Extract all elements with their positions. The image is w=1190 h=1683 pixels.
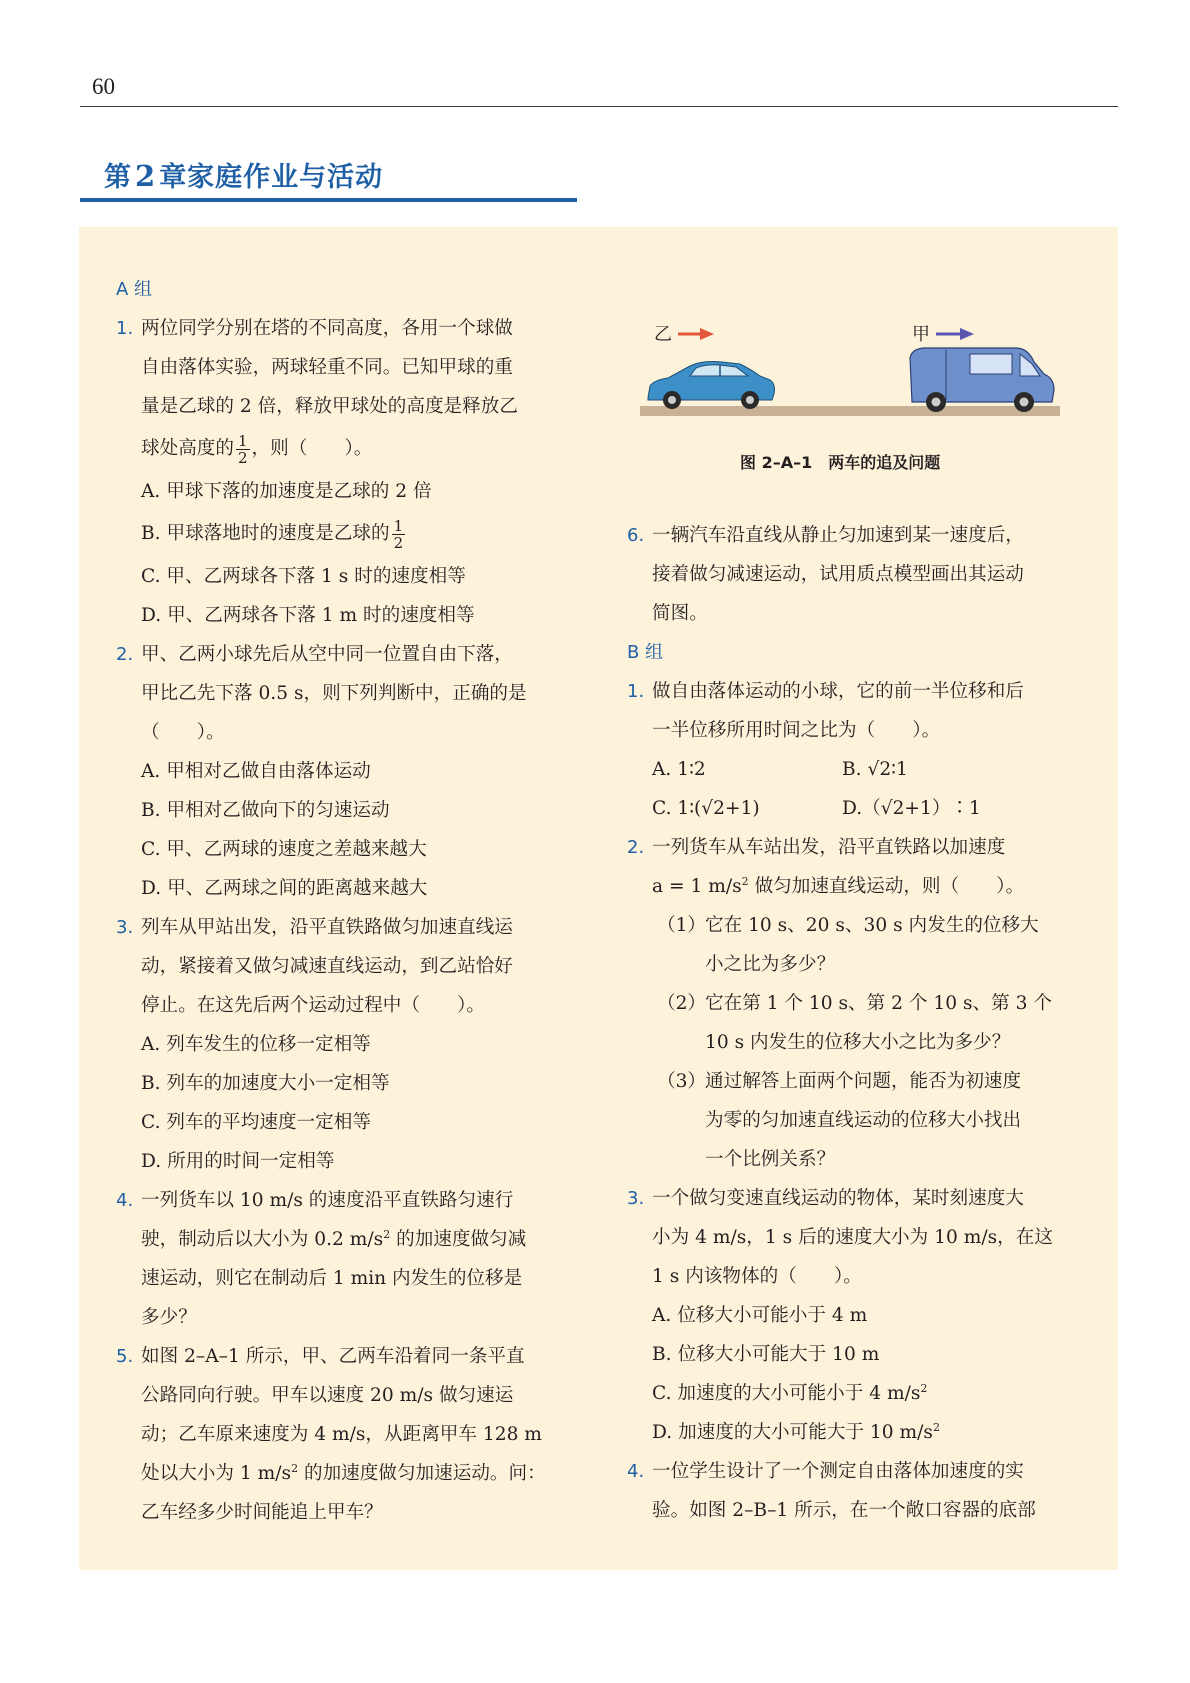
option-b: B. 列车的加速度大小一定相等	[141, 1073, 390, 1094]
title-rule	[80, 198, 577, 202]
chapter-title	[104, 155, 383, 194]
option-c: C. 列车的平均速度一定相等	[141, 1112, 371, 1133]
option-b: B. 甲相对乙做向下的匀速运动	[141, 800, 390, 821]
road-ground	[640, 406, 1060, 416]
question-number: 6.	[627, 525, 645, 546]
superscript: 2	[741, 874, 749, 888]
question-line: 多少？	[141, 1307, 197, 1328]
question-line: 如图 2–A–1 所示，甲、乙两车沿着同一条平直	[141, 1346, 525, 1367]
question-b2	[627, 828, 1087, 906]
question-a1	[116, 309, 576, 472]
sub-question-line: 通过解答上面两个问题，能否为初速度	[705, 1071, 1022, 1092]
question-b1	[627, 672, 1087, 750]
car-b-label: 乙	[654, 324, 672, 345]
option-row	[627, 750, 1087, 789]
question-number: 4.	[116, 1190, 134, 1211]
question-line: 小为 4 m/s，1 s 后的速度大小为 10 m/s，在这	[652, 1227, 1053, 1248]
arrow-b-icon	[678, 328, 714, 340]
superscript: 2	[383, 1227, 391, 1241]
left-column	[116, 270, 576, 1532]
van-a-label: 甲	[912, 324, 930, 345]
question-a4	[116, 1181, 576, 1337]
option-d: D.（√2+1）∶1	[842, 798, 981, 819]
question-number: 3.	[627, 1188, 645, 1209]
question-line: 1 s 内该物体的（ ）。	[652, 1266, 862, 1287]
question-number: 1.	[627, 681, 645, 702]
question-line: 甲比乙先下落 0.5 s，则下列判断中，正确的是	[141, 683, 527, 704]
question-line: 甲、乙两小球先后从空中同一位置自由下落，	[141, 644, 513, 665]
sub-question-number: （3）	[657, 1071, 707, 1092]
question-line	[141, 426, 576, 472]
question-number: 5.	[116, 1346, 134, 1367]
sub-question-line: 小之比为多少？	[705, 954, 836, 975]
option-d: D. 甲、乙两球各下落 1 m 时的速度相等	[141, 605, 475, 626]
chapter-title-pre: 第	[104, 162, 132, 193]
question-line: 一个做匀变速直线运动的物体，某时刻速度大	[652, 1188, 1024, 1209]
option-d: D. 甲、乙两球之间的距离越来越大	[141, 878, 428, 899]
option-d	[627, 1413, 1087, 1452]
sub-question-2	[627, 984, 1087, 1062]
option-c: C. 甲、乙两球各下落 1 s 时的速度相等	[141, 566, 466, 587]
sub-question-line: 一个比例关系？	[705, 1149, 836, 1170]
sub-question-line: 它在第 1 个 10 s、第 2 个 10 s、第 3 个	[705, 993, 1052, 1014]
option-a: A. 甲球下落的加速度是乙球的 2 倍	[141, 481, 432, 502]
question-a5	[116, 1337, 576, 1532]
option-row	[627, 789, 1087, 828]
option-c: C. 1∶(√2+1)	[652, 798, 760, 819]
question-line	[141, 1220, 576, 1259]
question-line: 动；乙车原来速度为 4 m/s，从距离甲车 128 m	[141, 1424, 542, 1445]
question-line: 两位同学分别在塔的不同高度，各用一个球做	[141, 318, 513, 339]
question-number: 3.	[116, 917, 134, 938]
arrow-a-icon	[936, 328, 974, 340]
superscript: 2	[291, 1461, 299, 1475]
right-column	[627, 516, 1087, 1530]
option-b: B. √2∶1	[842, 759, 908, 780]
fraction-denominator: 2	[237, 448, 248, 467]
question-number: 2.	[116, 644, 134, 665]
question-line: 列车从甲站出发，沿平直铁路做匀加速直线运	[141, 917, 513, 938]
option-b	[116, 511, 576, 557]
question-text: 的加速度做匀减	[390, 1229, 527, 1250]
question-text: 驶，制动后以大小为 0.2 m/s	[141, 1229, 384, 1250]
fraction-denominator: 2	[393, 533, 404, 552]
van-icon	[910, 348, 1054, 412]
option-a: A. 甲相对乙做自由落体运动	[141, 761, 371, 782]
option-a: A. 列车发生的位移一定相等	[141, 1034, 371, 1055]
question-text: 球处高度的	[141, 438, 234, 459]
chase-figure	[640, 318, 1060, 418]
question-line: 一列货车以 10 m/s 的速度沿平直铁路匀速行	[141, 1190, 514, 1211]
question-number: 1.	[116, 318, 134, 339]
question-line: 接着做匀减速运动，试用质点模型画出其运动	[652, 564, 1024, 585]
question-line: 验。如图 2–B–1 所示，在一个敞口容器的底部	[652, 1500, 1036, 1521]
question-line: 公路同向行驶。甲车以速度 20 m/s 做匀速运	[141, 1385, 514, 1406]
option-text: B. 甲球落地时的速度是乙球的	[141, 523, 390, 544]
question-a2	[116, 635, 576, 752]
header-rule	[80, 106, 1118, 107]
chapter-title-post: 章家庭作业与活动	[159, 162, 384, 193]
question-line: 一辆汽车沿直线从静止匀加速到某一速度后，	[652, 525, 1024, 546]
question-line: 做自由落体运动的小球，它的前一半位移和后	[652, 681, 1024, 702]
question-line: 量是乙球的 2 倍，释放甲球处的高度是释放乙	[141, 396, 518, 417]
figure-caption	[740, 450, 940, 473]
question-number: 2.	[627, 837, 645, 858]
question-line: 一位学生设计了一个测定自由落体加速度的实	[652, 1461, 1024, 1482]
group-b-label: B 组	[627, 642, 664, 663]
question-text: 的加速度做匀加速运动。问：	[298, 1463, 546, 1484]
question-text: 处以大小为 1 m/s	[141, 1463, 292, 1484]
sub-question-number: （2）	[657, 993, 707, 1014]
question-b4	[627, 1452, 1087, 1530]
question-line: 停止。在这先后两个运动过程中（ ）。	[141, 995, 485, 1016]
question-text: 做匀加速直线运动，则（ ）。	[748, 876, 1025, 897]
question-number: 4.	[627, 1461, 645, 1482]
question-a3	[116, 908, 576, 1025]
question-line: （ ）。	[141, 722, 225, 743]
sub-question-line: 它在 10 s、20 s、30 s 内发生的位移大	[705, 915, 1039, 936]
figure-caption-id: 图 2–A–1	[740, 453, 813, 472]
question-line: 乙车经多少时间能追上甲车？	[141, 1502, 383, 1523]
sub-question-line: 为零的匀加速直线运动的位移大小找出	[705, 1110, 1022, 1131]
option-text: D. 加速度的大小可能大于 10 m/s	[652, 1422, 933, 1443]
chapter-title-num: 2	[135, 159, 157, 193]
group-a-label: A 组	[116, 279, 153, 300]
question-line: 动，紧接着又做匀减速直线运动，到乙站恰好	[141, 956, 513, 977]
car-icon	[648, 362, 775, 410]
sub-question-number: （1）	[657, 915, 707, 936]
question-line: 一列货车从车站出发，沿平直铁路以加速度	[652, 837, 1006, 858]
page-number: 60	[92, 74, 115, 99]
fraction-numerator: 1	[393, 516, 404, 535]
fraction	[236, 433, 250, 466]
option-b: B. 位移大小可能大于 10 m	[652, 1344, 880, 1365]
sub-question-3	[627, 1062, 1087, 1179]
question-line: 速运动，则它在制动后 1 min 内发生的位移是	[141, 1268, 523, 1289]
question-line: 一半位移所用时间之比为（ ）。	[652, 720, 941, 741]
question-b3	[627, 1179, 1087, 1296]
option-d: D. 所用的时间一定相等	[141, 1151, 335, 1172]
question-line: 简图。	[652, 603, 708, 624]
option-c	[627, 1374, 1087, 1413]
option-c: C. 甲、乙两球的速度之差越来越大	[141, 839, 427, 860]
sub-question-line: 10 s 内发生的位移大小之比为多少？	[705, 1032, 1011, 1053]
fraction-numerator: 1	[237, 431, 248, 450]
figure-caption-text: 两车的追及问题	[828, 453, 941, 472]
fraction	[392, 518, 406, 551]
option-text: C. 加速度的大小可能小于 4 m/s	[652, 1383, 921, 1404]
question-text: a = 1 m/s	[652, 876, 742, 897]
sub-question-1	[627, 906, 1087, 984]
question-line: 自由落体实验，两球轻重不同。已知甲球的重	[141, 357, 513, 378]
option-a: A. 位移大小可能小于 4 m	[652, 1305, 868, 1326]
question-text: ，则（ ）。	[251, 438, 373, 459]
option-a: A. 1∶2	[652, 759, 706, 780]
question-line	[652, 867, 1087, 906]
question-a6	[627, 516, 1087, 633]
superscript: 2	[920, 1381, 928, 1395]
superscript: 2	[932, 1420, 940, 1434]
question-line	[141, 1454, 576, 1493]
